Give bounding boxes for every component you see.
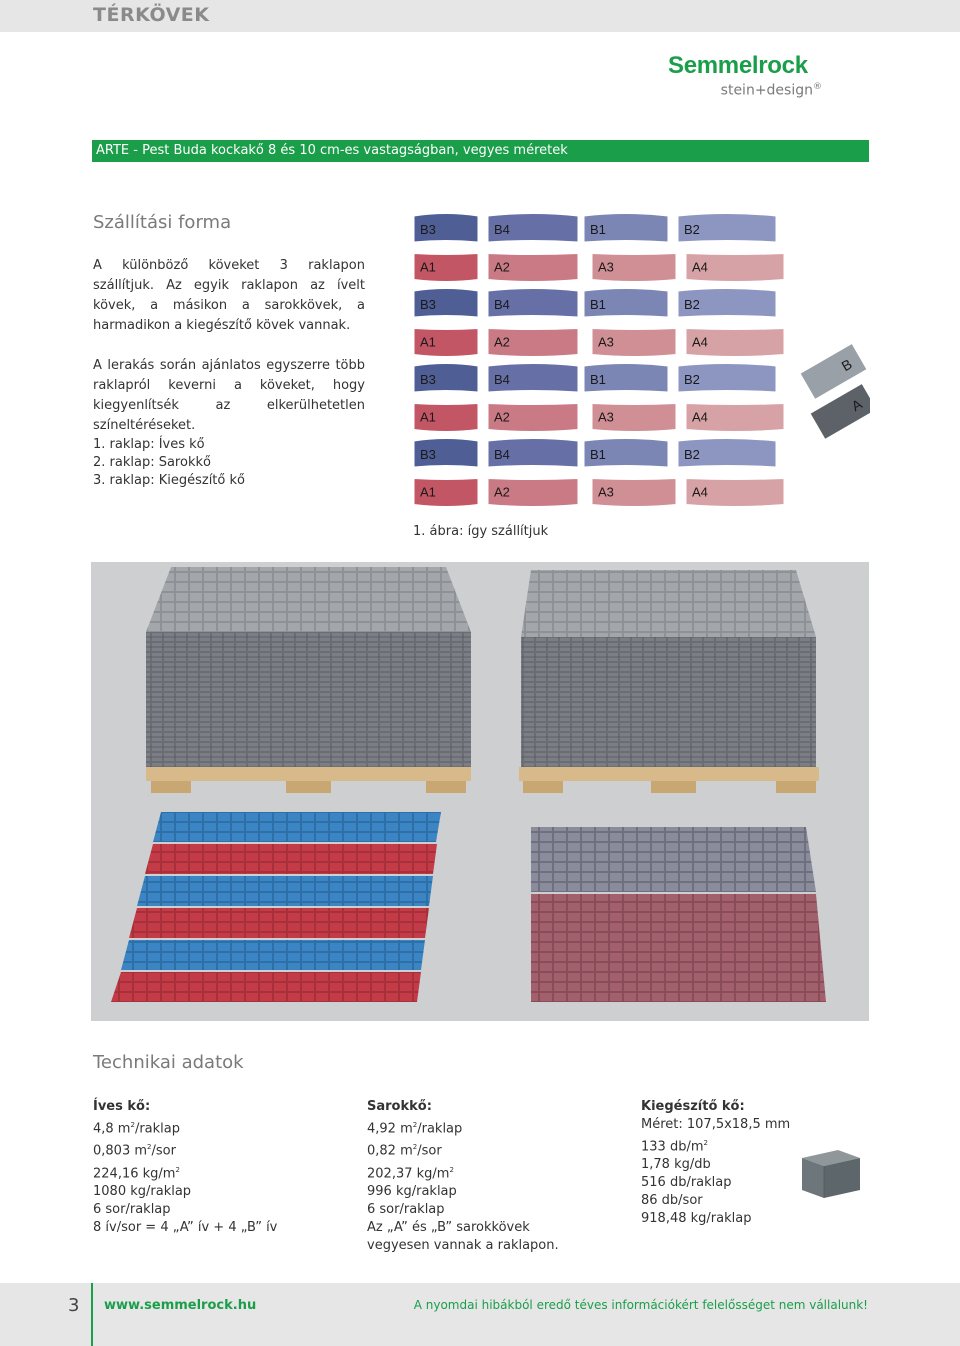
spec-line: 202,37 $kg/m^2$: [367, 1165, 454, 1181]
stone-b1: [584, 439, 668, 468]
pallet-list: [93, 436, 245, 490]
corner-stone-heading: Sarokkő:: [367, 1099, 432, 1114]
stone-b1: [584, 364, 668, 393]
registered-mark: ®: [813, 82, 822, 92]
spec-line: 8 ív/sor = 4 „A” ív + 4 „B” ív: [93, 1219, 278, 1235]
stone-label: A2: [494, 484, 510, 500]
stone-a3: [592, 329, 676, 357]
stone-label: A3: [598, 259, 614, 275]
spec-line: vegyesen vannak a raklapon.: [367, 1237, 559, 1253]
stone-a3: [592, 479, 676, 507]
stone-label: B3: [420, 447, 436, 462]
stone-b2: [678, 289, 776, 318]
stone-label: A1: [420, 334, 436, 350]
disclaimer: A nyomdai hibákból eredő téves információkért felelősséget nem vállalunk!: [413, 1298, 868, 1312]
stone-b1: [584, 214, 668, 243]
stone-b3: [414, 364, 478, 393]
curved-stone-specs: [93, 1098, 277, 1237]
stone-a1: [414, 479, 478, 507]
stone-a2: [488, 404, 578, 432]
stone-label: B1: [590, 297, 606, 312]
stone-a4: [686, 329, 784, 357]
stone-label: A4: [692, 409, 708, 425]
stone-a3: [592, 254, 676, 282]
spec-line: 86 db/sor: [641, 1193, 703, 1209]
top-bar: [0, 0, 960, 32]
corner-stone-label: A: [848, 395, 865, 415]
supplement-stone-specs: [641, 1098, 790, 1228]
spec-line: 516 db/raklap: [641, 1175, 732, 1191]
website-link[interactable]: www.semmelrock.hu: [104, 1298, 257, 1313]
stone-a3: [592, 404, 676, 432]
spec-line: 4,8 $m^2$/raklap: [93, 1121, 181, 1137]
logo-brand: Semmelrock: [668, 52, 808, 79]
spec-line: Méret: 107,5x18,5 mm: [641, 1117, 791, 1132]
stone-label: B4: [494, 372, 510, 387]
corner-stone-specs: [367, 1098, 559, 1255]
stone-label: B3: [420, 222, 436, 237]
stone-label: B4: [494, 447, 510, 462]
stone-b2: [678, 214, 776, 243]
stone-label: B1: [590, 222, 606, 237]
stone-label: B1: [590, 447, 606, 462]
spec-line: 6 sor/raklap: [367, 1201, 445, 1217]
stone-label: A3: [598, 484, 614, 500]
stone-b3: [414, 439, 478, 468]
stone-b2: [678, 364, 776, 393]
technical-title: Technikai adatok: [93, 1052, 244, 1073]
stone-b1: [584, 289, 668, 318]
stone-b4: [488, 289, 578, 318]
product-banner: [92, 140, 869, 162]
stone-label: A1: [420, 484, 436, 500]
delivery-paragraph-2: A lerakás során ajánlatos egyszerre több raklapról keverni a köveket, hogy kiegyenlítsék az elkerülhetetlen színeltéréseket.: [93, 358, 365, 433]
pallet-list-item: 1. raklap: Íves kő: [93, 437, 205, 452]
stone-b4: [488, 364, 578, 393]
stone-label: B2: [684, 447, 700, 462]
logo-tagline: stein+design: [720, 82, 813, 99]
spec-line: 6 sor/raklap: [93, 1201, 171, 1217]
footer-divider: [91, 1283, 93, 1346]
stone-label: A4: [692, 484, 708, 500]
spec-line: 996 kg/raklap: [367, 1183, 457, 1199]
spec-line: Az „A” és „B” sarokkövek: [367, 1219, 530, 1235]
semmelrock-logo: [668, 54, 868, 100]
stone-a1: [414, 254, 478, 282]
pallet-layout-diagram: [410, 208, 870, 518]
stone-label: B2: [684, 297, 700, 312]
stone-a4: [686, 254, 784, 282]
pallet-photo: [91, 562, 869, 1021]
stone-label: A3: [598, 334, 614, 350]
supplement-stone-heading: Kiegészítő kő:: [641, 1099, 745, 1114]
stone-label: A2: [494, 409, 510, 425]
footer: [0, 1283, 960, 1346]
spec-line: 918,48 kg/raklap: [641, 1211, 752, 1227]
category-title: TÉRKÖVEK: [93, 4, 210, 26]
stone-a1: [414, 329, 478, 357]
stone-label: B2: [684, 372, 700, 387]
stone-a2: [488, 329, 578, 357]
stone-a4: [686, 479, 784, 507]
spec-line: 224,16 $kg/m^2$: [93, 1165, 180, 1181]
stone-a1: [414, 404, 478, 432]
paver-stone-image: [798, 1144, 862, 1200]
stone-a2: [488, 479, 578, 507]
product-banner-text: ARTE - Pest Buda kockakő 8 és 10 cm-es vastagságban, vegyes méretek: [96, 143, 568, 158]
diagram-caption: 1. ábra: így szállítjuk: [413, 524, 549, 539]
stone-a4: [686, 404, 784, 432]
spec-line: 1,78 kg/db: [641, 1157, 711, 1173]
pallet-list-item: 3. raklap: Kiegészítő kő: [93, 473, 245, 488]
stone-label: A3: [598, 409, 614, 425]
stone-label: A4: [692, 259, 708, 275]
spec-line: 0,82 $m^2$/sor: [367, 1143, 442, 1159]
stone-label: B2: [684, 222, 700, 237]
stone-a2: [488, 254, 578, 282]
spec-line: 4,92 $m^2$/raklap: [367, 1121, 463, 1137]
stone-label: A1: [420, 409, 436, 425]
stone-label: B3: [420, 297, 436, 312]
page-number: 3: [68, 1295, 80, 1316]
pallet-list-item: 2. raklap: Sarokkő: [93, 455, 211, 470]
stone-label: B1: [590, 372, 606, 387]
stone-label: A1: [420, 259, 436, 275]
curved-stone-heading: Íves kő:: [93, 1099, 151, 1114]
stone-label: A4: [692, 334, 708, 350]
stone-b3: [414, 289, 478, 318]
stone-label: A2: [494, 259, 510, 275]
stone-label: B4: [494, 222, 510, 237]
delivery-paragraph-1: A különböző köveket 3 raklapon szállítjuk. Az egyik raklapon az ívelt kövek, a másikon a sarokkövek, a harmadikon a kiegészítő kövek vannak.: [93, 258, 365, 333]
spec-line: 133 $db/m^2$: [641, 1139, 708, 1155]
spec-line: 0,803 $m^2$/sor: [93, 1143, 176, 1159]
stone-b4: [488, 214, 578, 243]
spec-line: 1080 kg/raklap: [93, 1183, 192, 1199]
stone-label: B4: [494, 297, 510, 312]
stone-label: B3: [420, 372, 436, 387]
stone-b3: [414, 214, 478, 243]
stone-label: A2: [494, 334, 510, 350]
stone-b4: [488, 439, 578, 468]
corner-stone-label: B: [838, 355, 855, 375]
delivery-title: Szállítási forma: [93, 212, 232, 233]
stone-b2: [678, 439, 776, 468]
